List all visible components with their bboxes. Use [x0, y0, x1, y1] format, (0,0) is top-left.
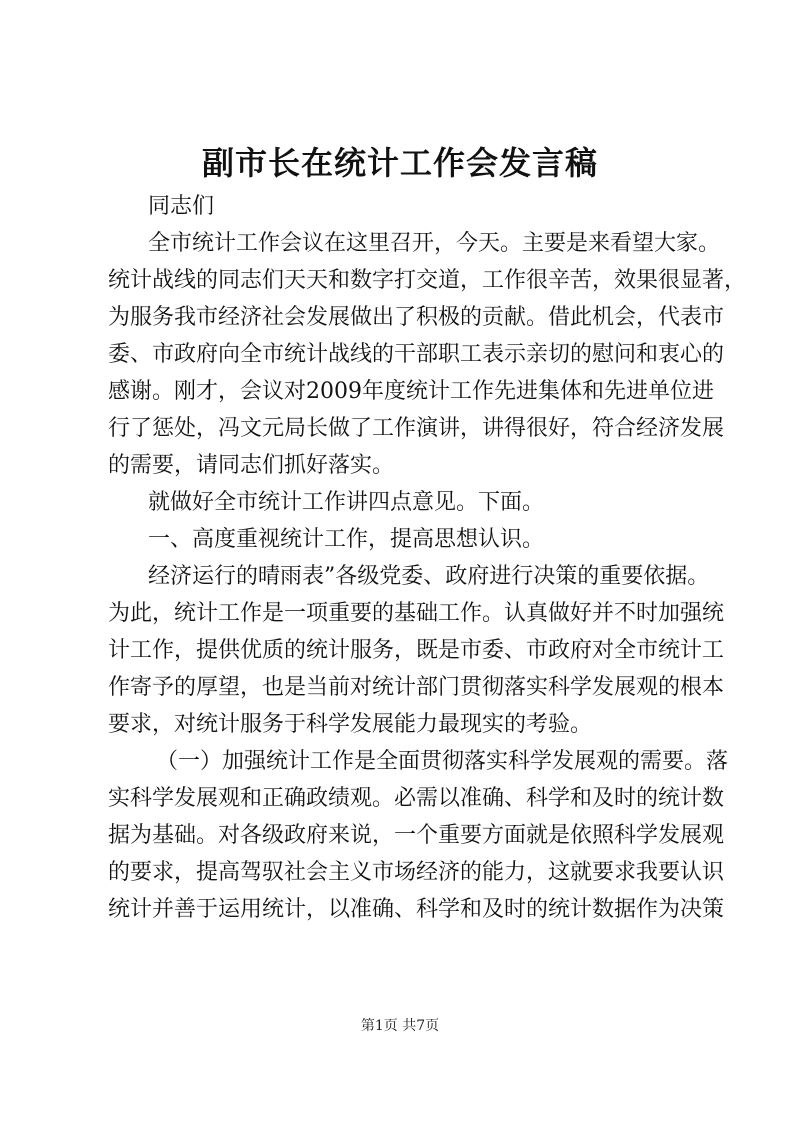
text-line: 作寄予的厚望，也是当前对统计部门贯彻落实科学发展观的根本 [108, 675, 725, 700]
text-line: 为此，统计工作是一项重要的基础工作。认真做好并不时加强统 [108, 601, 725, 626]
text-line: 感谢。刚才，会议对2009年度统计工作先进集体和先进单位进 [108, 379, 714, 404]
text-line: 就做好全市统计工作讲四点意见。下面。 [148, 490, 545, 515]
text-line: 全市统计工作会议在这里召开，今天。主要是来看望大家。 [148, 231, 721, 256]
text-line: 的要求，提高驾驭社会主义市场经济的能力，这就要求我要认识 [108, 860, 725, 885]
text-line: 实科学发展观和正确政绩观。必需以准确、科学和及时的统计数 [108, 786, 725, 811]
text-line: 行了惩处，冯文元局长做了工作演讲，讲得很好，符合经济发展 [108, 416, 725, 441]
text-line: 统计战线的同志们天天和数字打交道，工作很辛苦，效果很显著， [108, 268, 747, 293]
text-line: 计工作，提供优质的统计服务，既是市委、市政府对全市统计工 [108, 638, 725, 663]
text-line: 为服务我市经济社会发展做出了积极的贡献。借此机会，代表市 [108, 305, 725, 330]
text-line: 经济运行的晴雨表”各级党委、政府进行决策的重要依据。 [148, 564, 710, 589]
text-line: 要求，对统计服务于科学发展能力最现实的考验。 [108, 712, 593, 737]
text-line: 同志们 [148, 194, 215, 219]
section-heading: 一、高度重视统计工作，提高思想认识。 [148, 527, 545, 552]
page-number-footer: 第1页 共7页 [360, 1018, 440, 1034]
text-line: 据为基础。对各级政府来说，一个重要方面就是依照科学发展观 [108, 823, 725, 848]
subsection-heading-line: （一）加强统计工作是全面贯彻落实科学发展观的需要。落 [156, 749, 729, 774]
text-line: 委、市政府向全市统计战线的干部职工表示亲切的慰问和衷心的 [108, 342, 725, 367]
text-line: 统计并善于运用统计，以准确、科学和及时的统计数据作为决策 [108, 897, 725, 922]
document-body [108, 188, 747, 928]
text-line: 的需要，请同志们抓好落实。 [108, 453, 395, 478]
document-title: 副市长在统计工作会发言稿 [201, 144, 598, 182]
